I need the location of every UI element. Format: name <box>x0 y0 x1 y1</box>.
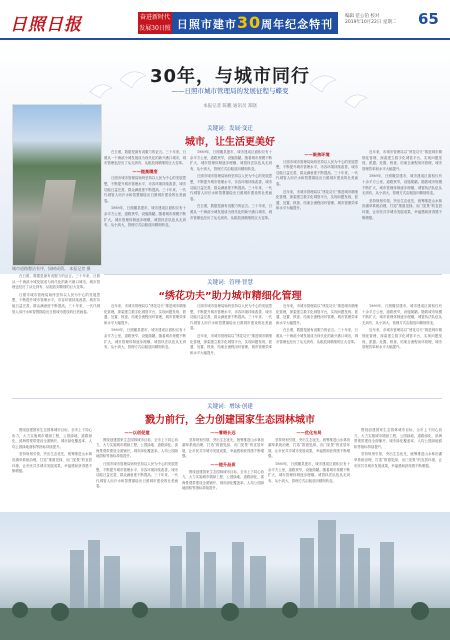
paragraph: 1989年，日照撤县建市，城市建成区面积仅有十余平方公里，道路狭窄，设施简陋。随着城市规模不断扩大，城市管理体制逐步理顺，城管执法队伍从无到有、从小到大，管理方式由粗放向精细转变。 <box>104 206 186 228</box>
section1-column-2 <box>190 150 272 270</box>
banner-prefix: 日照市建市 <box>176 18 237 31</box>
newspaper-logo: 日照日报 <box>10 15 82 35</box>
paragraph: 1989年，日照撤县建市，城市建成区面积仅有十余平方公里，道路狭窄，设施简陋。随着城市规模不断扩大，城市管理体制逐步理顺，城管执法队伍从无到有、从小到大，管理方式由粗放向精细转变。 <box>362 304 442 325</box>
paragraph: 日照市城市管理局始终坚持以人民为中心的发展思想，不断提升城市管理水平，市容环境持续改善，城市功能日益完善，群众满意度不断提高。三十年来，一代代城管人用汗水和智慧描绘出日照城市建设的壮美画卷。 <box>190 304 272 331</box>
paragraph: 日照市城市管理局始终坚持以人民为中心的发展思想，不断提升城市管理水平，市容环境持续改善，城市功能日益完善，群众满意度不断提高。三十年来，一代代城管人用汗水和智慧描绘出日照城市建设的壮美画卷。 <box>104 176 186 203</box>
slogan-line-1: 奋进新时代 <box>139 14 170 21</box>
section2-column-1 <box>104 304 186 394</box>
paragraph: 1989年，日照撤县建市，城市建成区面积仅有十余平方公里，道路狭窄，设施简陋。随着城市规模不断扩大，城市管理体制逐步理顺，城管执法队伍从无到有、从小到大，管理方式由粗放向精细转变。 <box>362 174 442 196</box>
section3-column-4 <box>268 428 350 512</box>
paragraph: 1989年，日照撤县建市，城市建成区面积仅有十余平方公里，道路狭窄，设施简陋。随着城市规模不断扩大，城市管理体制逐步理顺，城管执法队伍从无到有、从小到大，管理方式由粗放向精细转变。 <box>190 150 272 171</box>
photo-caption: 城市道路整洁有序，绿树成荫。 本报记者 摄 <box>12 266 91 271</box>
special-issue-banner <box>172 12 338 34</box>
subhead: ——提升品质 <box>210 461 236 467</box>
skyline-buildings-icon <box>0 512 450 640</box>
banner-suffix: 周年纪念特刊 <box>261 18 334 31</box>
subhead: ——优化布局 <box>296 430 322 435</box>
section1-keyword: 关键词：发展·变迁 <box>207 126 253 132</box>
section2-heading: “绣花功夫”助力城市精细化管理 <box>158 291 302 302</box>
byline: 本报记者 陈鹏 通讯员 郑晓 <box>203 104 257 109</box>
issue-date: 2019年10月22日 星期二 <box>345 20 397 25</box>
divider <box>104 274 442 275</box>
slogan-badge <box>138 12 172 34</box>
section3-column-5 <box>354 428 442 512</box>
paragraph: 1989年，日照撤县建市，城市建成区面积仅有十余平方公里，道路狭窄，设施简陋。随着城市规模不断扩大，城市管理体制逐步理顺，城管执法队伍从无到有、从小到大，管理方式由粗放向精细转变。 <box>268 461 350 483</box>
paragraph: 在日照，数据是最有说服力的证言。三十年来，日照从一个海滨小城发展成为现代化的新兴港口城市，城市管理也经历了从无到有、从粗放到精细的巨大变革。 <box>276 328 358 344</box>
page-title: 30年，与城市同行 <box>149 66 311 87</box>
section1-column-4 <box>362 150 442 270</box>
paragraph: 日照市城市管理局始终坚持以人民为中心的发展思想，不断提升城市管理水平，市容环境持续改善，城市功能日益完善，群众满意度不断提高。三十年来，一代代城管人用汗水和智慧描绘出日照城市建设的壮美画卷。 <box>190 174 272 201</box>
section2-column-2 <box>190 304 272 394</box>
header-rule <box>0 38 450 40</box>
paragraph: 日照市城市管理局始终坚持以人民为中心的发展思想，不断提升城市管理水平，市容环境持续改善，城市功能日益完善，群众满意度不断提高。三十年来，一代代城管人用汗水和智慧描绘出日照城市建设的壮美画卷。 <box>12 292 100 314</box>
intro-column <box>12 274 100 384</box>
subhead: ——提高精度 <box>132 168 158 174</box>
section2-keyword: 关键词：管理·智慧 <box>207 280 253 286</box>
subhead: ——着眼长远 <box>210 430 236 435</box>
paragraph: 近年来，市城市管理局以“绣花功夫”推进城市精细化管理，探索建立数字化城管平台，实现问题发现、派遣、处置、核查、结案全流程闭环管理，城市管理效率和水平大幅提升。 <box>276 304 358 325</box>
section3-column-2 <box>96 428 178 512</box>
slogan-line-2: 发展30日照 <box>139 25 171 32</box>
paragraph: 坚持规划引领，突出生态优先，统筹推进山水林田湖草系统治理，打造“推窗见绿、出门见景”的宜居环境，让市民共享城市发展成果，幸福感和获得感不断增强。 <box>12 452 92 474</box>
paragraph: 近年来，市城市管理局以“绣花功夫”推进城市精细化管理，探索建立数字化城管平台，实现问题发现、派遣、处置、核查、结案全流程闭环管理，城市管理效率和水平大幅提升。 <box>362 328 442 350</box>
section3-column-1 <box>12 428 92 512</box>
section1-column-3 <box>276 150 358 270</box>
paragraph: 在日照，数据是最有说服力的证言。三十年来，日照从一个海滨小城发展成为现代化的新兴港口城市，城市管理也经历了从无到有、从粗放到精细的巨大变革。 <box>190 204 272 220</box>
paragraph: 围绕创建国家生态园林城市目标，全市上下同心协力，大力实施城市增绿工程，公园绿地、道路绿化、滨海景观带建设全面铺开，城市绿化覆盖率、人均公园绿地面积等指标持续提升。 <box>354 428 442 449</box>
paragraph: 近年来，市城市管理局以“绣花功夫”推进城市精细化管理，探索建立数字化城管平台，实现问题发现、派遣、处置、核查、结案全流程闭环管理，城市管理效率和水平大幅提升。 <box>362 150 442 171</box>
paragraph: 1989年，日照撤县建市，城市建成区面积仅有十余平方公里，道路狭窄，设施简陋。随着城市规模不断扩大，城市管理体制逐步理顺，城管执法队伍从无到有、从小到大，管理方式由粗放向精细转变。 <box>104 328 186 350</box>
banner-number: 30 <box>236 13 262 32</box>
paragraph: 日照市城市管理局始终坚持以人民为中心的发展思想，不断提升城市管理水平，市容环境持续改善，城市功能日益完善，群众满意度不断提高。三十年来，一代代城管人用汗水和智慧描绘出日照城市建设的壮美画卷。 <box>96 461 178 489</box>
page-subtitle: ——日照市城市管理局的发展征程与蝶变 <box>171 87 289 95</box>
paragraph: 围绕创建国家生态园林城市目标，全市上下同心协力，大力实施城市增绿工程，公园绿地、道路绿化、滨海景观带建设全面铺开，城市绿化覆盖率、人均公园绿地面积等指标持续提升。 <box>96 437 178 459</box>
paragraph: 近年来，市城市管理局以“绣花功夫”推进城市精细化管理，探索建立数字化城管平台，实现问题发现、派遣、处置、核查、结案全流程闭环管理，城市管理效率和水平大幅提升。 <box>104 304 186 325</box>
section3-heading: 戮力前行，全力创建国家生态园林城市 <box>145 415 315 426</box>
paragraph: 近年来，市城市管理局以“绣花功夫”推进城市精细化管理，探索建立数字化城管平台，实现问题发现、派遣、处置、核查、结案全流程闭环管理，城市管理效率和水平大幅提升。 <box>190 333 272 355</box>
paragraph: 坚持规划引领，突出生态优先，统筹推进山水林田湖草系统治理，打造“推窗见绿、出门见景”的宜居环境，让市民共享城市发展成果，幸福感和获得感不断增强。 <box>354 452 442 468</box>
paragraph: 在日照，数据是最有说服力的证言。三十年来，日照从一个海滨小城发展成为现代化的新兴港口城市，城市管理也经历了从无到有、从粗放到精细的巨大变革。 <box>104 150 186 166</box>
page-number: 65 <box>418 10 439 28</box>
paragraph: 坚持规划引领，突出生态优先，统筹推进山水林田湖草系统治理，打造“推窗见绿、出门见景”的宜居环境，让市民共享城市发展成果，幸福感和获得感不断增强。 <box>362 198 442 220</box>
section3-column-3 <box>182 428 264 512</box>
paragraph: 近年来，市城市管理局以“绣花功夫”推进城市精细化管理，探索建立数字化城管平台，实现问题发现、派遣、处置、核查、结案全流程闭环管理，城市管理效率和水平大幅提升。 <box>276 189 358 211</box>
subhead: ——以创促建 <box>124 430 150 435</box>
section1-column-1 <box>104 150 186 270</box>
paragraph: 坚持规划引领，突出生态优先，统筹推进山水林田湖草系统治理，打造“推窗见绿、出门见景”的宜居环境，让市民共享城市发展成果，幸福感和获得感不断增强。 <box>268 437 350 459</box>
section3-keyword: 关键词：增绿·创建 <box>207 404 253 410</box>
section1-heading: 城市，让生活更美好 <box>185 137 275 148</box>
paragraph: 围绕创建国家生态园林城市目标，全市上下同心协力，大力实施城市增绿工程，公园绿地、道路绿化、滨海景观带建设全面铺开，城市绿化覆盖率、人均公园绿地面积等指标持续提升。 <box>182 469 264 491</box>
section2-column-3 <box>276 304 358 394</box>
paragraph: 围绕创建国家生态园林城市目标，全市上下同心协力，大力实施城市增绿工程，公园绿地、道路绿化、滨海景观带建设全面铺开，城市绿化覆盖率、人均公园绿地面积等指标持续提升。 <box>12 428 92 449</box>
paragraph: 在日照，数据是最有说服力的证言。三十年来，日照从一个海滨小城发展成为现代化的新兴港口城市，城市管理也经历了从无到有、从粗放到精细的巨大变革。 <box>12 274 100 290</box>
editor-line: 编辑 范公伯 校对 <box>345 14 380 19</box>
subhead: ——聚焦环境 <box>304 152 330 157</box>
divider <box>12 398 442 399</box>
section2-column-4 <box>362 304 442 394</box>
paragraph: 日照市城市管理局始终坚持以人民为中心的发展思想，不断提升城市管理水平，市容环境持续改善，城市功能日益完善，群众满意度不断提高。三十年来，一代代城管人用汗水和智慧描绘出日照城市建设的壮美画卷。 <box>276 159 358 186</box>
paragraph: 坚持规划引领，突出生态优先，统筹推进山水林田湖草系统治理，打造“推窗见绿、出门见景”的宜居环境，让市民共享城市发展成果，幸福感和获得感不断增强。 <box>182 437 264 459</box>
issue-info <box>345 14 415 26</box>
